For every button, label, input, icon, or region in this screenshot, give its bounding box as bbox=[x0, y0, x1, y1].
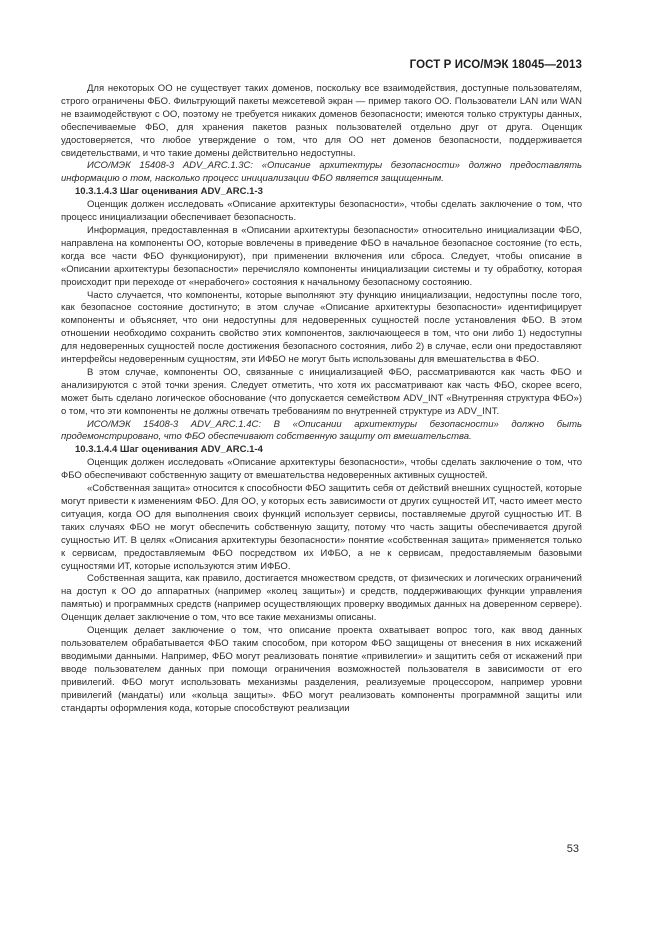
paragraph: Оценщик делает заключение о том, что описание проекта охватывает вопрос того, как ввод данных пользователем обрабатывается ФБО таким способом, при котором ФБО защищены от внесения в них искажений вводимыми данными. Например, ФБО могут реализовать понятие «привилегии» и защитить себя от искажений при вводе пользователем данных при помощи ограничения возможностей пользователя в зависимости от его привилегий. ФБО могут использовать механизмы разделения, реализуемые процессором, например уровни привилегий (мандаты) или «кольца защиты». ФБО могут реализовать компоненты программной защиты или стандарты оформления кода, которые способствуют реализации bbox=[61, 625, 582, 714]
document-header: ГОСТ Р ИСО/МЭК 18045—2013 bbox=[409, 59, 582, 71]
paragraph: Для некоторых ОО не существует таких доменов, поскольку все взаимодействия, доступные пользователям, строго ограничены ФБО. Фильтрующий пакеты межсетевой экран — пример такого ОО. Пользователи LAN или WAN не взаимодействуют с ОО, поэтому не требуется никаких доменов безопасности; имеются только структуры данных, обеспечиваемые ФБО, для хранения пакетов разных пользователей отдельно друг от друга. Оценщик удостоверяется, что любое утверждение о том, что для ОО нет доменов безопасности, поддерживается свидетельствами, и что такие домены действительно недоступны. bbox=[61, 83, 582, 159]
paragraph: В этом случае, компоненты ОО, связанные с инициализацией ФБО, рассматриваются как часть ФБО и анализируются с этой точки зрения. Следует отметить, что хотя их рассматривают как часть ФБО, скорее всего, может быть сделано логическое обоснование (что допускается семейством ADV_INT «Внутренняя структура ФБО») о том, что эти компоненты не должны отвечать требованиям по внутренней структуре из ADV_INT. bbox=[61, 366, 582, 417]
page-number: 53 bbox=[566, 843, 579, 855]
section-heading: 10.3.1.4.4 Шаг оценивания ADV_ARC.1-4 bbox=[75, 444, 263, 456]
requirement-paragraph: ИСО/МЭК 15408-3 ADV_ARC.1.3С: «Описание архитектуры безопасности» должно предоставлять информацию о том, насколько процесс инициализации ФБО является защищенным. bbox=[61, 160, 582, 185]
paragraph: Информация, предоставленная в «Описании архитектуры безопасности» относительно инициализации ФБО, направлена на компоненты ОО, которые вовлечены в приведение ФБО в начальное безопасное состояние (то есть, когда все части ФБО функционируют), при применении включения или сброса. Следует, чтобы описание в «Описании архитектуры безопасности» перечисляло компоненты инициализации системы и ту обработку, которая происходит при переходе от «нерабочего» состояния к начальному безопасному состоянию. bbox=[61, 224, 582, 288]
requirement-paragraph: ИСО/МЭК 15408-3 ADV_ARC.1.4С: В «Описании архитектуры безопасности» должно быть продемонстрировано, что ФБО обеспечивают собственную защиту от вмешательства. bbox=[61, 418, 582, 443]
paragraph: Оценщик должен исследовать «Описание архитектуры безопасности», чтобы сделать заключение о том, что ФБО обеспечивают собственную защиту от вмешательства недоверенных активных сущностей. bbox=[61, 457, 582, 482]
section-heading: 10.3.1.4.3 Шаг оценивания ADV_ARC.1-3 bbox=[75, 186, 263, 198]
paragraph: Часто случается, что компоненты, которые выполняют эту функцию инициализации, недоступны после того, как безопасное состояние достигнуто; в этом случае «Описание архитектуры безопасности» идентифицирует компоненты и объясняет, что они недоступны для недоверенных сущностей после установления ФБО. В этом отношении необходимо сохранить свойство этих компонентов, заключающееся в том, что они либо 1) недоступны для недоверенных сущностей после достижения безопасного состояния, либо 2) в случае, если они предоставляют интерфейсы недоверенным сущностям, эти ИФБО не могут быть использованы для вмешательства в ФБО. bbox=[61, 289, 582, 366]
paragraph: Оценщик должен исследовать «Описание архитектуры безопасности», чтобы сделать заключение о том, что процесс инициализации обеспечивает безопасность. bbox=[61, 199, 582, 224]
paragraph: Собственная защита, как правило, достигается множеством средств, от физических и логических ограничений на доступ к ОО до аппаратных (например «колец защиты») и средств, поддерживающих функции управления памятью) и программных средств (например осуществляющих проверку вводимых данных на доверенном сервере). Оценщик делает заключение о том, что все такие механизмы описаны. bbox=[61, 573, 582, 624]
document-body bbox=[61, 83, 582, 715]
paragraph: «Собственная защита» относится к способности ФБО защитить себя от действий внешних сущностей, которые могут привести к изменениям ФБО. Для ОО, у которых есть зависимости от других сущностей ИТ, часто имеет место ситуация, когда ОО для выполнения своих функций использует сервисы, поставляемые другой сущностью ИТ. В таких случаях ФБО не могут обеспечить собственную защиту, потому что часть защиты обеспечивается другой сущностью ИТ. В целях «Описания архитектуры безопасности» понятие «собственная защита» применяется только к сервисам, предоставляемым ФБО посредством их ИФБО, а не к сервисам, предоставляемым базовыми сущностями ИТ, которые используются этим ИФБО. bbox=[61, 483, 582, 572]
